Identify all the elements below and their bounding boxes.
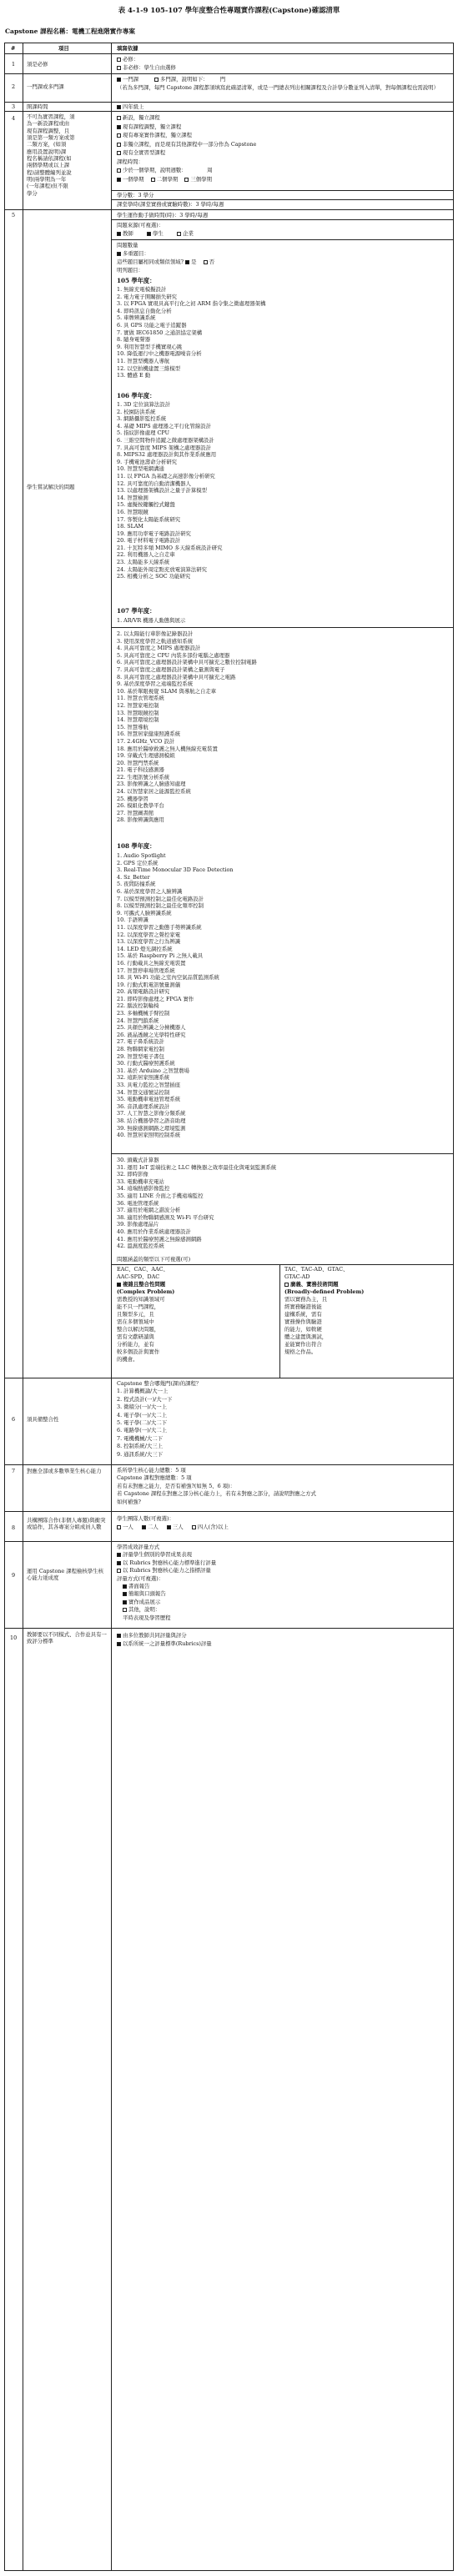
project-item-107: 1. AR/VR 機器人動態與展示 (117, 617, 186, 624)
project-item-106: 25. 相機分析之 SOC 功能研究 (117, 573, 191, 580)
team-one-checkbox[interactable] (117, 1525, 121, 1529)
project-item-107: 25. 機器學習 (117, 795, 148, 802)
project-item-108: 28. 物聯網家電控制 (117, 1046, 164, 1053)
project-item-107: 7. 具高可靠度之處理器設計架構之量測與電子 (117, 665, 225, 673)
project-item-continued: 42. 溫濕度監控系統 (117, 1243, 164, 1250)
project-item-108: 5. 夜間防撞系統 (117, 881, 156, 888)
row-divider (111, 199, 454, 200)
project-item-105: 1. 無線充電模擬設計 (117, 286, 167, 293)
row-1-num: 1 (12, 61, 16, 68)
row-divider (111, 239, 454, 240)
year-106-heading: 106 學年度： (117, 392, 156, 399)
project-item-105: 5. 車牌辨識系統 (117, 314, 156, 322)
two-semester-checkbox[interactable] (151, 178, 155, 182)
other-method-checkbox[interactable] (123, 1608, 127, 1612)
project-item-105: 6. 具 GPS 功能之電子追蹤器 (117, 321, 187, 329)
project-item-107: 6. 具高可靠度之處理器設計架構中具可擴充之數位控制電路 (117, 659, 257, 666)
row-5-item: 學生嘗試解決的問題 (27, 484, 75, 490)
row-divider (111, 1153, 454, 1154)
grading-consistency: 由多位教師共同評量與評分 以系所統一之評量標準(Rubrics)評量 (117, 1631, 449, 1648)
project-item-108: 26. 液晶透鏡之光學特性研究 (117, 1031, 186, 1038)
course-title: Capstone 課程名稱：電機工程進階實作專案 (5, 28, 136, 35)
multi-course-checkbox[interactable] (154, 78, 159, 82)
row-1-elective-option[interactable]: 非必修：學生自由選修 (117, 64, 176, 71)
project-item-106: 19. 應用功率電子電路設計研究 (117, 530, 191, 537)
project-item-continued: 35. 適用 LINE 介面之手機遠端監控 (117, 1192, 204, 1199)
row-6-item: 須具備整合性 (27, 1416, 59, 1423)
row-4-num: 4 (12, 115, 16, 122)
project-item-107: 5. 具高可靠度之 CPU 內裝多部份電腦之處理器 (117, 651, 230, 659)
source-industry-checkbox[interactable] (177, 232, 181, 236)
row-5-num: 5 (12, 212, 16, 218)
project-item-108: 20. 高頻電路設計研究 (117, 988, 170, 996)
project-item-105: 3. 以 FPGA 實現具高平行化之初 ARM 指令集之微處理器架構 (117, 300, 266, 308)
project-item-105: 10. 降低運行中之機器電源噪音分析 (117, 350, 202, 358)
project-item-108: 17. 智慧停車場管理系統 (117, 967, 175, 974)
project-item-106: 20. 電子材料電子電路設計 (117, 537, 181, 545)
project-item-106: 23. 太陽能多天線系統 (117, 559, 170, 566)
part-course-checkbox[interactable] (117, 143, 121, 147)
continued-list (117, 1157, 449, 1250)
year-107-heading: 107 學年度： (117, 607, 156, 615)
row-8-item: 共構團隊合作(非個人專題)與衝突或協作，其各專案分組成員人數 (27, 1517, 106, 1531)
integrated-course-item: 7. 電機機械/大二下 (117, 1434, 164, 1442)
hours-text: 課堂學時(課堂實務或實驗時數)：3 學時/每週 (117, 201, 224, 208)
project-item-continued: 32. 即時影像 (117, 1171, 148, 1178)
project-item-106: 1. 3D 定位演算法設計 (117, 401, 171, 408)
project-course-option[interactable]: 現有專案實作課程，獨立課程 (117, 131, 449, 140)
project-item-108: 14. LED 燈光調控系統 (117, 945, 173, 952)
team-three-checkbox[interactable] (167, 1525, 171, 1529)
row-2-note: （若為多門課，每門 Capstone 課程都須填寫此確認清單，或是一門總表列出相關課程及合計學分數並列入清單，對每個課程也需說明） (117, 84, 439, 91)
row-divider (4, 102, 454, 103)
project-item-105: 2. 電力電子開關損失研究 (117, 293, 178, 300)
row-9-num: 9 (12, 1572, 16, 1579)
row-2-one-course-option[interactable]: 一門課 (117, 76, 138, 83)
course-time-label: 課程時間： (117, 158, 143, 165)
integrated-course-item: 1. 計算機概論/大一上 (117, 1388, 169, 1395)
adjusted-course-option[interactable]: 現有課程調整，獨立課程 (117, 123, 449, 132)
project-item-106: 18. SLAM (117, 523, 143, 530)
assessment-methods: 學習成效評量方式 評量學生個別的學習成果表現 以 Rubrics 對應核心能力標準進行評量 以 Rubrics 對應核心能力之指標評量 評量方式(可複選)： 書面報告 簡報與口頭報告 實作成品展示 其他，說明： 平時表現及學習歷程 (117, 1544, 217, 1621)
col-divider (279, 1264, 280, 1378)
project-item-continued: 38. 適用於物聯網感測及 Wi-Fi 平台研究 (117, 1213, 214, 1221)
row-divider (111, 219, 454, 220)
row-6-num: 6 (12, 1416, 16, 1423)
project-item-108: 13. 以深度學習之行為辨識 (117, 938, 181, 946)
project-item-108: 3. Real-Time Monocular 3D Face Detection (117, 866, 234, 874)
project-item-105: 9. 利用智慧型手機實現心跳 (117, 343, 183, 350)
header-num: # (11, 45, 16, 52)
project-item-106: 3. 網路攝影監控系統 (117, 415, 167, 423)
project-item-107: 19. 穿戴式生理感測模組 (117, 752, 175, 760)
oral-report-checkbox[interactable] (123, 1592, 127, 1596)
project-item-108: 1. Audio Spotlight (117, 852, 166, 859)
project-item-106: 16. 智慧眼鏡 (117, 508, 148, 515)
project-item-108: 12. 以深度學習之聲控家電 (117, 931, 181, 938)
semester-count-options: 一個學期 二個學期 三個學期 (117, 175, 449, 184)
project-item-107: 22. 生理訊號分析系統 (117, 773, 170, 781)
row-2-item: 一門課或多門課 (27, 83, 64, 90)
individual-assessment-checkbox[interactable] (117, 1553, 121, 1557)
project-item-106: 22. 利用機器人之自走車 (117, 551, 175, 559)
integrated-course-item: 9. 通訊系統/大三下 (117, 1450, 164, 1458)
project-item-107: 3. 使用深度學習之軌道感知系統 (117, 637, 194, 645)
col-divider (111, 43, 112, 2571)
project-item-107: 4. 具高可靠度之 MIPS 處理器設計 (117, 645, 201, 652)
project-item-107: 13. 智慧眼鏡控制 (117, 709, 159, 716)
project-item-108: 27. 電子鼻系統設計 (117, 1038, 164, 1046)
project-item-108: 40. 智慧居家照明控制系統 (117, 1132, 181, 1139)
project-item-106: 13. 以處理器架構設計之量子計算模型 (117, 487, 208, 495)
project-item-108: 29. 智慧型電子書包 (117, 1052, 164, 1060)
project-item-105: 11. 智慧型機器人導航 (117, 357, 170, 364)
project-item-107: 28. 影像辨識與應用 (117, 816, 164, 824)
year-108-heading: 108 學年度： (117, 842, 156, 850)
project-item-106: 12. 具可靠度的自動清潔機器人 (117, 480, 191, 487)
project-item-107: 14. 智慧環境控制 (117, 716, 159, 724)
project-item-108: 37. 人工智慧之影像分類系統 (117, 1110, 186, 1117)
project-item-107: 24. 以智慧家居之能源監控系統 (117, 788, 191, 796)
row-divider (111, 1264, 454, 1265)
source-teacher-checkbox[interactable] (117, 232, 121, 236)
project-item-108: 23. 多軸機械手臂控制 (117, 1010, 170, 1017)
project-item-107: 20. 智慧門禁系統 (117, 759, 159, 766)
row-divider (4, 1628, 454, 1629)
project-item-107: 2. 以太陽能行車影像記錄器設計 (117, 630, 194, 637)
project-item-105: 8. 隨身電聲器 (117, 336, 151, 344)
problem-count: 問題數量 多重題目： 這些題目屬相同或類似領域? 是 否 明列題目： (117, 242, 215, 274)
project-item-105: 13. 體感 E 動 (117, 372, 151, 379)
row-1-item: 須是必修 (27, 61, 48, 68)
three-semester-checkbox[interactable] (184, 178, 189, 182)
row-2-num: 2 (12, 83, 16, 90)
integrated-course-item: 3. 微積分(一)/大一上 (117, 1403, 168, 1411)
row-4-options (117, 113, 449, 183)
row-2-multi-course-option[interactable]: 多門課，說明如下： 門 (154, 76, 225, 83)
project-item-108: 19. 行動式肌電訊號量測儀 (117, 981, 181, 988)
integrated-course-item: 2. 程式設計(一)/大一下 (117, 1395, 173, 1403)
multi-problem-checkbox[interactable] (117, 252, 121, 256)
project-item-105: 4. 即時訊息自動化分析 (117, 307, 172, 314)
project-item-106: 9. 手機電池壽命分析研究 (117, 458, 178, 465)
product-demo-checkbox[interactable] (123, 1600, 127, 1604)
row-3-num: 3 (12, 103, 16, 110)
semester-checkbox[interactable] (117, 105, 121, 109)
project-item-106: 11. 以 FPGA 為基礎之高速影像分析研究 (117, 472, 215, 480)
project-item-106: 24. 太陽能外周定點充放電演算法研究 (117, 565, 208, 573)
project-item-105: 12. 以空拍機建置三維模型 (117, 364, 181, 372)
integrated-course-item: 5. 電子學(二)/大二下 (117, 1419, 168, 1427)
time-less-checkbox[interactable] (117, 168, 121, 173)
project-item-108: 36. 音訊處理系統設計 (117, 1102, 170, 1110)
project-item-108: 39. 無線感測網路之環境監測 (117, 1124, 186, 1132)
new-course-checkbox[interactable] (117, 116, 121, 120)
year-108-list (117, 852, 449, 1139)
project-item-108: 4. Sz_Better (117, 873, 150, 881)
project-item-108: 18. 具 Wi-Fi 功能之室內空氣品質監測系統 (117, 974, 219, 982)
project-item-108: 6. 基於深度學習之人臉辨識 (117, 887, 183, 895)
project-item-108: 16. 行動載具之無線充電裝置 (117, 959, 186, 967)
project-item-106: 6. 三維空間物件追蹤之微處理器架構設計 (117, 436, 214, 444)
adjusted-course-checkbox[interactable] (117, 125, 121, 129)
row-divider (4, 209, 454, 210)
project-item-continued: 33. 電動機車充電站 (117, 1178, 164, 1185)
project-item-107: 21. 電子科技感測器 (117, 766, 164, 774)
project-item-107: 12. 智慧家電控制 (117, 701, 159, 709)
project-item-108: 24. 智慧門鎖系統 (117, 1017, 159, 1024)
project-item-105: 7. 實做 IEC61850 之通訊協定架構 (117, 329, 203, 336)
new-course-option[interactable]: 新設，獨立課程 (117, 113, 449, 123)
project-item-continued: 31. 運用 IoT 雲端技術之 LLC 轉換器之效率最佳化與電氣監測系統 (117, 1163, 277, 1171)
project-item-continued: 34. 遠端熱感影像監控 (117, 1185, 170, 1193)
project-item-106: 4. 基礎 MIPS 處理器之平行化管線設計 (117, 422, 212, 429)
credits-text: 學分數：3 學分 (117, 192, 154, 198)
project-item-108: 38. 結合機器學習之語音助理 (117, 1117, 186, 1124)
source-student-checkbox[interactable] (147, 232, 151, 236)
row-divider (111, 627, 454, 628)
row-8-num: 8 (12, 1524, 16, 1531)
project-item-108: 7. 以模型預測控制之最佳化電路設計 (117, 895, 204, 902)
row-9-item: 運用 Capstone 課程檢核學生核心能力達成度 (27, 1568, 103, 1582)
project-item-107: 8. 具高可靠度之處理器設計架構中具可擴充之電路 (117, 673, 236, 680)
row-7-num: 7 (12, 1468, 16, 1474)
row-divider (111, 190, 454, 191)
elective-checkbox[interactable] (117, 66, 121, 70)
table-caption: 表 4-1-9 105-107 學年度整合性專題實作課程(Capstone)確認清單 (118, 6, 340, 14)
complex-problem-column: EAC、CAC、AAC、 AAC-SPD、DAC 複雜且整合性問題 (Complex Problem) 需教授的知識領域可 能不只一門課程， 且類型多元，且 需在多個領域中 整合以解決問題， 需有文獻研讀與 分析能力，並有 較多個設計與實作 的機會。 (117, 1266, 175, 1363)
row-10-num: 10 (10, 1634, 18, 1641)
row-divider (4, 111, 454, 112)
other-course-option[interactable]: 現有全實習型課程 (117, 148, 449, 158)
team-four-checkbox[interactable] (192, 1525, 196, 1529)
project-item-106: 21. 十瓦特多頻 MIMO 多天線系統設計研究 (117, 544, 223, 551)
project-item-continued: 36. 電池管理系統 (117, 1199, 159, 1207)
project-item-107: 11. 智慧衣管理系統 (117, 695, 164, 702)
row-divider (4, 53, 454, 54)
project-item-continued: 30. 頭戴式計算器 (117, 1157, 159, 1163)
written-report-checkbox[interactable] (123, 1584, 127, 1589)
row-3-value: 四年級上 (117, 103, 144, 110)
problem-source: 問題來源(可複選)： 教師 學生 企業 (117, 222, 194, 237)
project-item-106: 17. 客製化太陽能系統研究 (117, 515, 181, 523)
project-item-107: 23. 影像辨識之人臉感知處理 (117, 781, 186, 788)
rubrics-indicator-checkbox[interactable] (117, 1569, 121, 1573)
project-item-106: 14. 智慧檢測 (117, 494, 148, 501)
project-item-108: 32. 遠距居家照護系統 (117, 1074, 170, 1082)
project-item-108: 15. 基於 Raspberry Pi 之無人載具 (117, 952, 204, 960)
same-field-yes-checkbox[interactable] (185, 260, 189, 264)
project-item-107: 27. 智慧圖書館 (117, 809, 154, 816)
project-item-106: 10. 智慧型電網溝通 (117, 465, 164, 473)
project-course-checkbox[interactable] (117, 133, 121, 138)
project-item-106: 15. 虛擬按鍵觸控式鍵盤 (117, 501, 175, 509)
unified-rubrics-checkbox[interactable] (117, 1642, 121, 1646)
project-item-106: 5. 指紋影像處理 CPU (117, 429, 169, 437)
year-107-list-first (117, 617, 449, 625)
year-105-heading: 105 學年度： (117, 277, 156, 284)
other-course-checkbox[interactable] (117, 151, 121, 155)
project-item-107: 10. 基於單眼視覺 SLAM 與導航之自走車 (117, 687, 217, 695)
project-item-continued: 40. 應用於作業系統處理器設計 (117, 1228, 191, 1235)
multi-teacher-checkbox[interactable] (117, 1634, 121, 1638)
team-size: 學生團隊人數(可複選)： 一人 二人 三人 四人(含)以上 (117, 1515, 229, 1530)
project-item-108: 33. 具電力監控之智慧插座 (117, 1082, 181, 1088)
project-item-108: 9. 可攜式人臉辨識系統 (117, 909, 172, 916)
broad-problem-checkbox[interactable] (284, 1283, 289, 1287)
part-course-option[interactable]: 非獨立課程，而是現有其他課程中一部分作為 Capstone (117, 140, 449, 149)
project-item-continued: 37. 適用於電網之諧波分析 (117, 1207, 181, 1214)
row-4-item: 不可為實習課程，須 為一新設課程或由 現有課程調整，且 須是第一類方案或第 二類方案，(如須 應用設置說明)課 程名稱請依課程(如 兩個學期或以上課 程)請整體編列並說 明(兩學期為一年 (一年課程)但不限 學分 (27, 113, 75, 197)
project-item-108: 35. 電動機車電池管理系統 (117, 1096, 181, 1103)
team-two-checkbox[interactable] (142, 1525, 146, 1529)
complex-problem-checkbox[interactable] (117, 1283, 121, 1287)
integrated-course-item: 8. 控制系統/大三上 (117, 1443, 164, 1450)
row-1-required-option[interactable]: 必修： (117, 56, 138, 63)
project-item-107: 26. 模組化教學平台 (117, 802, 164, 810)
project-item-107: 15. 智慧導航 (117, 723, 148, 731)
project-item-108: 31. 基於 Arduino 之智慧農場 (117, 1067, 189, 1074)
project-item-106: 2. 校園防洪系統 (117, 408, 156, 415)
integrated-course-item: 4. 電子學(一)/大二上 (117, 1411, 168, 1419)
row-3-item: 開課時間 (27, 103, 48, 110)
project-item-107: 16. 智慧居家健康照護系統 (117, 731, 181, 738)
same-field-no-checkbox[interactable] (204, 260, 208, 264)
project-item-continued: 39. 影像處理晶片 (117, 1221, 159, 1228)
header-item: 項目 (58, 45, 69, 52)
one-course-checkbox[interactable] (117, 78, 121, 82)
project-item-continued: 41. 應用於醫療照護之無線感測網路 (117, 1235, 202, 1243)
project-item-108: 11. 以深度學習之動態手勢辨識系統 (117, 923, 202, 931)
broad-problem-column: TAC、TAC-AD、GTAC、 GTAC-AD 廣義、實務技術問題 (Broadly-defined Problem) 需以實務為主，且 經實務驗證後能 建構系統，需有 實務操作與驗證 的能力，如軟硬 體之建置與測試， 並能實作出符合 規格之作品。 (284, 1266, 365, 1355)
project-item-108: 21. 即時影像處理之 FPGA 實作 (117, 995, 194, 1002)
row-divider (4, 1464, 454, 1465)
project-item-108: 30. 行動式醫療照護系統 (117, 1060, 175, 1067)
rubrics-standard-checkbox[interactable] (117, 1561, 121, 1565)
project-item-107: 17. 2.4GHz_VCO 設計 (117, 737, 175, 745)
problem-type-label: 問題涵蓋的類型以下可複選(可) (117, 1256, 191, 1263)
row-5-subheader: 學生運作動手做時間(時)：3 學時/每週 (117, 212, 209, 218)
core-ability-mapping: 系所學生核心能力總數：5 項 Capstone 課程對應總數：5 項 若有未對應之能力，是否有補強?(如無 5、6 項)： 若 Capstone 課程在對應之部分核心能力上，若有未對應之部分，請說明對應之方式 如何補強? (117, 1467, 316, 1505)
project-item-108: 2. GPS 定位系統 (117, 859, 159, 866)
project-item-108: 25. 具顏色辨識之分揀機器人 (117, 1024, 186, 1032)
integration-courses: Capstone 整合哪幾門(課)的課程？ 1. 計算機概論/大一上 2. 程式設計(一)/大一下 3. 微積分(一)/大一上 4. 電子學(一)/大二上 5. 電子學(二)/大二下 6. 電路學(一)/大二上 7. 電機機械/大二下 8. 控制系統/大三上 9. 通訊系統/大三下 (117, 1380, 449, 1459)
header-confirm: 填寫依據 (117, 45, 138, 52)
row-divider (4, 1541, 454, 1542)
project-item-108: 34. 智慧交通號誌控制 (117, 1088, 170, 1096)
row-7-item: 對應全部或多數畢業生核心能力 (27, 1468, 102, 1474)
year-107-list (117, 630, 449, 824)
row-divider (4, 1511, 454, 1512)
required-checkbox[interactable] (117, 58, 121, 62)
project-item-108: 8. 以模型預測控制之最佳化頻率控制 (117, 902, 204, 910)
project-item-108: 10. 手語辨識 (117, 916, 148, 924)
row-divider (4, 73, 454, 74)
year-105-list (117, 286, 449, 379)
row-10-item: 教師要以不同模式、合作並具有一致評分標準 (27, 1631, 107, 1645)
time-less-option[interactable]: 少於一個學期，說明週數： 周 (117, 166, 449, 175)
integrated-course-item: 6. 電路學(一)/大二上 (117, 1427, 168, 1434)
one-semester-checkbox[interactable] (117, 178, 121, 182)
year-106-list (117, 401, 449, 580)
project-item-106: 8. MIPS32 處理器設計與其作業系統應用 (117, 451, 217, 459)
project-item-107: 18. 應用於醫療救護之無人機無線充電裝置 (117, 745, 218, 752)
project-item-106: 7. 具高可靠度 MIPS 架構之處理器設計 (117, 444, 212, 451)
project-item-108: 22. 腦波控制輪椅 (117, 1002, 159, 1010)
project-item-107: 9. 基於深度學習之遠端監控系統 (117, 680, 194, 688)
